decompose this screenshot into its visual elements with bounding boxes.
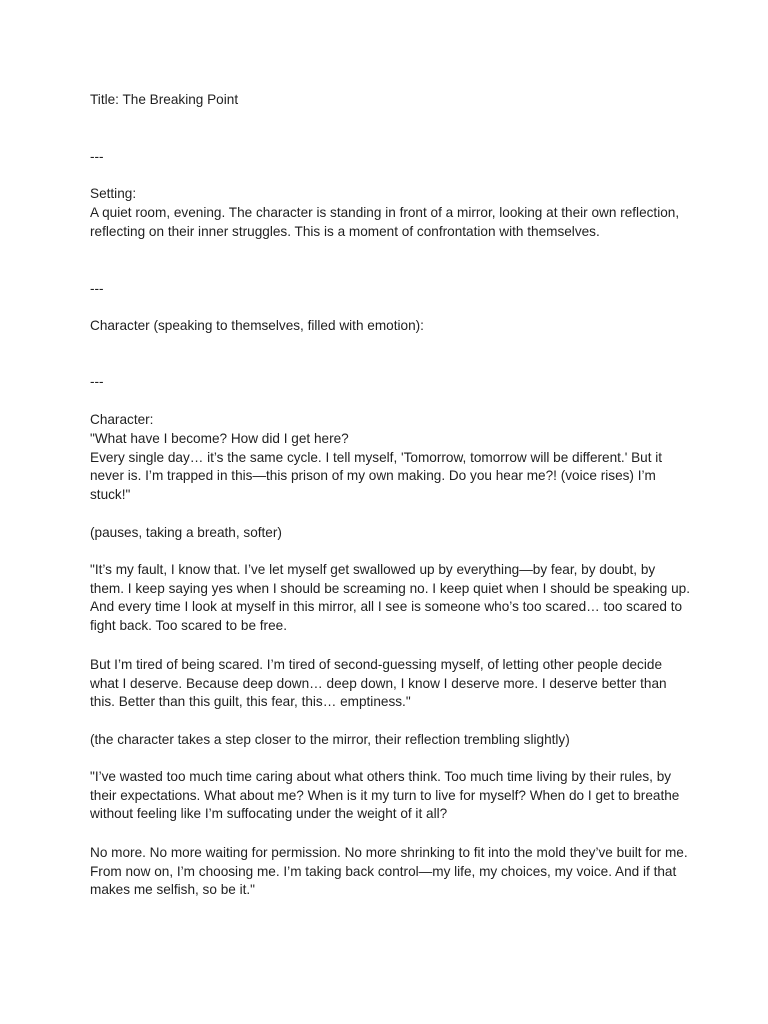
- document-title: Title: The Breaking Point: [90, 92, 239, 107]
- section-separator: ---: [90, 374, 104, 389]
- section-separator: ---: [90, 281, 104, 296]
- stage-direction: (pauses, taking a breath, softer): [90, 525, 282, 540]
- monologue-paragraph: But I’m tired of being scared. I’m tired of second-guessing myself, of letting other people decide what I deserve. Because deep down… deep down, I know I deserve more. I deserve better than this. Better than this guilt, this fear, this… emptiness.": [90, 657, 667, 710]
- monologue-paragraph: "It’s my fault, I know that. I’ve let myself get swallowed up by everything—by fear, by doubt, by them. I keep saying yes when I should be screaming no. I keep quiet when I should be speaking up. And every time I look at myself in this mirror, all I see is someone who’s too scared… too scared to fight back. Too scared to be free.: [90, 562, 691, 634]
- monologue-paragraph: "I’ve wasted too much time caring about what others think. Too much time living by their rules, by their expectations. What about me? When is it my turn to live for myself? When do I get to breathe without feeling like I’m suffocating under the weight of it all?: [90, 769, 680, 822]
- stage-direction: (the character takes a step closer to the mirror, their reflection trembling slightly): [90, 732, 570, 747]
- character-intro: Character (speaking to themselves, filled with emotion):: [90, 318, 424, 333]
- setting-heading: Setting:: [90, 186, 137, 201]
- monologue-paragraph: "What have I become? How did I get here? Every single day… it’s the same cycle. I tell myself, 'Tomorrow, tomorrow will be different.' But it never is. I’m trapped in this—this prison of my own making. Do you hear me?! (voice rises) I’m stuck!": [90, 431, 663, 503]
- setting-paragraph: A quiet room, evening. The character is standing in front of a mirror, looking at their own reflection, reflecting on their inner struggles. This is a moment of confrontation with themselves.: [90, 205, 680, 239]
- character-label: Character:: [90, 412, 154, 427]
- section-separator: ---: [90, 149, 104, 164]
- monologue-paragraph: No more. No more waiting for permission. No more shrinking to fit into the mold they’ve built for me. From now on, I’m choosing me. I’m taking back control—my life, my choices, my voice. And if that makes me selfish, so be it.": [90, 845, 688, 898]
